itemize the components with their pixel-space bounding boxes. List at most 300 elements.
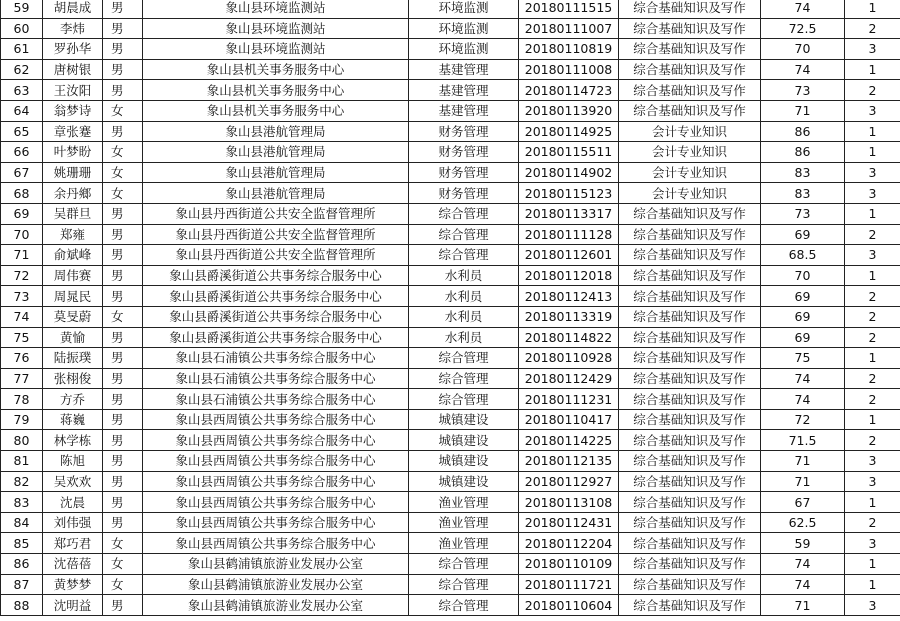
subject-cell: 综合基础知识及写作 xyxy=(619,306,761,327)
position-cell: 财务管理 xyxy=(409,142,519,163)
gender-cell: 男 xyxy=(103,430,143,451)
row-number-cell: 75 xyxy=(1,327,43,348)
exam-number-cell: 20180112018 xyxy=(519,265,619,286)
rank-cell: 1 xyxy=(845,203,900,224)
rank-cell: 2 xyxy=(845,286,900,307)
score-cell: 68.5 xyxy=(761,245,845,266)
subject-cell: 综合基础知识及写作 xyxy=(619,554,761,575)
gender-cell: 男 xyxy=(103,18,143,39)
table-row xyxy=(1,80,900,101)
name-cell: 黄梦梦 xyxy=(43,574,103,595)
table-row xyxy=(1,327,900,348)
name-cell: 李炜 xyxy=(43,18,103,39)
exam-number-cell: 20180111721 xyxy=(519,574,619,595)
unit-cell: 象山县爵溪街道公共事务综合服务中心 xyxy=(143,265,409,286)
subject-cell: 综合基础知识及写作 xyxy=(619,595,761,616)
exam-number-cell: 20180110819 xyxy=(519,39,619,60)
table-row xyxy=(1,409,900,430)
unit-cell: 象山县石浦镇公共事务综合服务中心 xyxy=(143,348,409,369)
subject-cell: 综合基础知识及写作 xyxy=(619,0,761,18)
rank-cell: 2 xyxy=(845,80,900,101)
row-number-cell: 76 xyxy=(1,348,43,369)
rank-cell: 2 xyxy=(845,368,900,389)
subject-cell: 综合基础知识及写作 xyxy=(619,265,761,286)
name-cell: 吴欢欢 xyxy=(43,471,103,492)
position-cell: 城镇建设 xyxy=(409,451,519,472)
subject-cell: 综合基础知识及写作 xyxy=(619,409,761,430)
rank-cell: 2 xyxy=(845,430,900,451)
subject-cell: 综合基础知识及写作 xyxy=(619,348,761,369)
score-cell: 69 xyxy=(761,286,845,307)
row-number-cell: 60 xyxy=(1,18,43,39)
exam-number-cell: 20180114902 xyxy=(519,162,619,183)
position-cell: 综合管理 xyxy=(409,203,519,224)
name-cell: 章张蹇 xyxy=(43,121,103,142)
table-row xyxy=(1,286,900,307)
rank-cell: 1 xyxy=(845,348,900,369)
score-cell: 74 xyxy=(761,59,845,80)
exam-number-cell: 20180110604 xyxy=(519,595,619,616)
gender-cell: 男 xyxy=(103,59,143,80)
name-cell: 黄愉 xyxy=(43,327,103,348)
exam-number-cell: 20180111515 xyxy=(519,0,619,18)
exam-number-cell: 20180113920 xyxy=(519,100,619,121)
gender-cell: 男 xyxy=(103,409,143,430)
score-cell: 69 xyxy=(761,327,845,348)
row-number-cell: 77 xyxy=(1,368,43,389)
score-cell: 83 xyxy=(761,183,845,204)
exam-number-cell: 20180114925 xyxy=(519,121,619,142)
unit-cell: 象山县环境监测站 xyxy=(143,39,409,60)
table-row xyxy=(1,533,900,554)
table-row xyxy=(1,121,900,142)
subject-cell: 会计专业知识 xyxy=(619,142,761,163)
name-cell: 刘伟强 xyxy=(43,512,103,533)
subject-cell: 会计专业知识 xyxy=(619,162,761,183)
unit-cell: 象山县西周镇公共事务综合服务中心 xyxy=(143,492,409,513)
name-cell: 叶梦盼 xyxy=(43,142,103,163)
unit-cell: 象山县西周镇公共事务综合服务中心 xyxy=(143,512,409,533)
exam-number-cell: 20180114723 xyxy=(519,80,619,101)
unit-cell: 象山县爵溪街道公共事务综合服务中心 xyxy=(143,286,409,307)
gender-cell: 女 xyxy=(103,142,143,163)
name-cell: 余丹鄉 xyxy=(43,183,103,204)
table-row xyxy=(1,348,900,369)
row-number-cell: 63 xyxy=(1,80,43,101)
row-number-cell: 84 xyxy=(1,512,43,533)
gender-cell: 男 xyxy=(103,348,143,369)
score-cell: 67 xyxy=(761,492,845,513)
rank-cell: 1 xyxy=(845,142,900,163)
rank-cell: 3 xyxy=(845,162,900,183)
exam-number-cell: 20180113317 xyxy=(519,203,619,224)
gender-cell: 男 xyxy=(103,265,143,286)
row-number-cell: 67 xyxy=(1,162,43,183)
unit-cell: 象山县鹤浦镇旅游业发展办公室 xyxy=(143,574,409,595)
rank-cell: 2 xyxy=(845,306,900,327)
gender-cell: 男 xyxy=(103,492,143,513)
position-cell: 水利员 xyxy=(409,286,519,307)
row-number-cell: 61 xyxy=(1,39,43,60)
score-cell: 86 xyxy=(761,121,845,142)
unit-cell: 象山县鹤浦镇旅游业发展办公室 xyxy=(143,595,409,616)
row-number-cell: 72 xyxy=(1,265,43,286)
gender-cell: 男 xyxy=(103,368,143,389)
unit-cell: 象山县西周镇公共事务综合服务中心 xyxy=(143,471,409,492)
name-cell: 周晁民 xyxy=(43,286,103,307)
subject-cell: 综合基础知识及写作 xyxy=(619,286,761,307)
rank-cell: 3 xyxy=(845,595,900,616)
unit-cell: 象山县西周镇公共事务综合服务中心 xyxy=(143,451,409,472)
name-cell: 莫旻蔚 xyxy=(43,306,103,327)
unit-cell: 象山县西周镇公共事务综合服务中心 xyxy=(143,409,409,430)
exam-number-cell: 20180114225 xyxy=(519,430,619,451)
score-cell: 72.5 xyxy=(761,18,845,39)
table-row xyxy=(1,0,900,18)
position-cell: 综合管理 xyxy=(409,554,519,575)
row-number-cell: 86 xyxy=(1,554,43,575)
gender-cell: 男 xyxy=(103,512,143,533)
rank-cell: 2 xyxy=(845,327,900,348)
subject-cell: 综合基础知识及写作 xyxy=(619,245,761,266)
score-cell: 69 xyxy=(761,306,845,327)
position-cell: 水利员 xyxy=(409,327,519,348)
rank-cell: 1 xyxy=(845,554,900,575)
table-row xyxy=(1,100,900,121)
position-cell: 城镇建设 xyxy=(409,430,519,451)
position-cell: 城镇建设 xyxy=(409,409,519,430)
gender-cell: 男 xyxy=(103,595,143,616)
name-cell: 沈晨 xyxy=(43,492,103,513)
gender-cell: 男 xyxy=(103,121,143,142)
name-cell: 俞斌峰 xyxy=(43,245,103,266)
rank-cell: 3 xyxy=(845,39,900,60)
position-cell: 综合管理 xyxy=(409,245,519,266)
row-number-cell: 82 xyxy=(1,471,43,492)
rank-cell: 3 xyxy=(845,471,900,492)
table-row xyxy=(1,595,900,616)
name-cell: 陆振璞 xyxy=(43,348,103,369)
row-number-cell: 81 xyxy=(1,451,43,472)
position-cell: 综合管理 xyxy=(409,574,519,595)
subject-cell: 综合基础知识及写作 xyxy=(619,327,761,348)
gender-cell: 女 xyxy=(103,554,143,575)
table-row xyxy=(1,451,900,472)
row-number-cell: 74 xyxy=(1,306,43,327)
position-cell: 综合管理 xyxy=(409,389,519,410)
exam-number-cell: 20180112601 xyxy=(519,245,619,266)
gender-cell: 男 xyxy=(103,80,143,101)
subject-cell: 综合基础知识及写作 xyxy=(619,18,761,39)
row-number-cell: 64 xyxy=(1,100,43,121)
position-cell: 环境监测 xyxy=(409,18,519,39)
rank-cell: 1 xyxy=(845,121,900,142)
row-number-cell: 83 xyxy=(1,492,43,513)
row-number-cell: 69 xyxy=(1,203,43,224)
exam-number-cell: 20180112413 xyxy=(519,286,619,307)
subject-cell: 综合基础知识及写作 xyxy=(619,471,761,492)
exam-number-cell: 20180112431 xyxy=(519,512,619,533)
subject-cell: 综合基础知识及写作 xyxy=(619,39,761,60)
exam-number-cell: 20180110417 xyxy=(519,409,619,430)
position-cell: 基建管理 xyxy=(409,59,519,80)
row-number-cell: 80 xyxy=(1,430,43,451)
position-cell: 渔业管理 xyxy=(409,492,519,513)
subject-cell: 综合基础知识及写作 xyxy=(619,492,761,513)
rank-cell: 1 xyxy=(845,0,900,18)
exam-number-cell: 20180112927 xyxy=(519,471,619,492)
unit-cell: 象山县机关事务服务中心 xyxy=(143,80,409,101)
gender-cell: 女 xyxy=(103,533,143,554)
position-cell: 基建管理 xyxy=(409,80,519,101)
row-number-cell: 85 xyxy=(1,533,43,554)
gender-cell: 男 xyxy=(103,0,143,18)
exam-number-cell: 20180113108 xyxy=(519,492,619,513)
position-cell: 环境监测 xyxy=(409,0,519,18)
rank-cell: 2 xyxy=(845,389,900,410)
position-cell: 综合管理 xyxy=(409,348,519,369)
subject-cell: 综合基础知识及写作 xyxy=(619,59,761,80)
rank-cell: 1 xyxy=(845,492,900,513)
score-cell: 70 xyxy=(761,39,845,60)
table-row xyxy=(1,368,900,389)
subject-cell: 会计专业知识 xyxy=(619,121,761,142)
score-cell: 69 xyxy=(761,224,845,245)
subject-cell: 综合基础知识及写作 xyxy=(619,80,761,101)
gender-cell: 男 xyxy=(103,245,143,266)
unit-cell: 象山县港航管理局 xyxy=(143,142,409,163)
table-row xyxy=(1,471,900,492)
name-cell: 唐树银 xyxy=(43,59,103,80)
rank-cell: 1 xyxy=(845,409,900,430)
table-row xyxy=(1,183,900,204)
unit-cell: 象山县石浦镇公共事务综合服务中心 xyxy=(143,389,409,410)
score-cell: 83 xyxy=(761,162,845,183)
unit-cell: 象山县环境监测站 xyxy=(143,18,409,39)
score-cell: 70 xyxy=(761,265,845,286)
exam-number-cell: 20180115511 xyxy=(519,142,619,163)
exam-number-cell: 20180113319 xyxy=(519,306,619,327)
name-cell: 陈旭 xyxy=(43,451,103,472)
score-cell: 71 xyxy=(761,595,845,616)
score-cell: 74 xyxy=(761,389,845,410)
exam-number-cell: 20180111008 xyxy=(519,59,619,80)
name-cell: 沈明益 xyxy=(43,595,103,616)
exam-number-cell: 20180111007 xyxy=(519,18,619,39)
row-number-cell: 71 xyxy=(1,245,43,266)
score-cell: 74 xyxy=(761,0,845,18)
table-row xyxy=(1,512,900,533)
subject-cell: 综合基础知识及写作 xyxy=(619,574,761,595)
gender-cell: 女 xyxy=(103,306,143,327)
position-cell: 综合管理 xyxy=(409,368,519,389)
rank-cell: 1 xyxy=(845,59,900,80)
table-row xyxy=(1,39,900,60)
name-cell: 张栩俊 xyxy=(43,368,103,389)
gender-cell: 男 xyxy=(103,203,143,224)
rank-cell: 3 xyxy=(845,533,900,554)
table-row xyxy=(1,224,900,245)
row-number-cell: 66 xyxy=(1,142,43,163)
score-cell: 73 xyxy=(761,80,845,101)
gender-cell: 男 xyxy=(103,389,143,410)
name-cell: 罗孙华 xyxy=(43,39,103,60)
row-number-cell: 88 xyxy=(1,595,43,616)
name-cell: 胡晨成 xyxy=(43,0,103,18)
position-cell: 财务管理 xyxy=(409,121,519,142)
subject-cell: 综合基础知识及写作 xyxy=(619,368,761,389)
row-number-cell: 78 xyxy=(1,389,43,410)
gender-cell: 女 xyxy=(103,162,143,183)
name-cell: 郑雍 xyxy=(43,224,103,245)
position-cell: 渔业管理 xyxy=(409,512,519,533)
score-cell: 72 xyxy=(761,409,845,430)
name-cell: 吴群旦 xyxy=(43,203,103,224)
table-row xyxy=(1,306,900,327)
table-body xyxy=(1,0,900,615)
score-cell: 74 xyxy=(761,574,845,595)
row-number-cell: 73 xyxy=(1,286,43,307)
position-cell: 财务管理 xyxy=(409,183,519,204)
row-number-cell: 87 xyxy=(1,574,43,595)
name-cell: 姚珊珊 xyxy=(43,162,103,183)
gender-cell: 男 xyxy=(103,471,143,492)
exam-number-cell: 20180115123 xyxy=(519,183,619,204)
exam-number-cell: 20180110109 xyxy=(519,554,619,575)
name-cell: 沈蓓蓓 xyxy=(43,554,103,575)
score-cell: 71 xyxy=(761,471,845,492)
row-number-cell: 59 xyxy=(1,0,43,18)
exam-number-cell: 20180112135 xyxy=(519,451,619,472)
subject-cell: 综合基础知识及写作 xyxy=(619,203,761,224)
subject-cell: 综合基础知识及写作 xyxy=(619,451,761,472)
unit-cell: 象山县丹西街道公共安全监督管理所 xyxy=(143,224,409,245)
score-cell: 74 xyxy=(761,368,845,389)
subject-cell: 会计专业知识 xyxy=(619,183,761,204)
rank-cell: 2 xyxy=(845,512,900,533)
score-cell: 71.5 xyxy=(761,430,845,451)
unit-cell: 象山县环境监测站 xyxy=(143,0,409,18)
rank-cell: 3 xyxy=(845,245,900,266)
row-number-cell: 65 xyxy=(1,121,43,142)
rank-cell: 3 xyxy=(845,183,900,204)
name-cell: 蒋巍 xyxy=(43,409,103,430)
exam-number-cell: 20180114822 xyxy=(519,327,619,348)
position-cell: 城镇建设 xyxy=(409,471,519,492)
gender-cell: 男 xyxy=(103,451,143,472)
unit-cell: 象山县港航管理局 xyxy=(143,162,409,183)
unit-cell: 象山县西周镇公共事务综合服务中心 xyxy=(143,533,409,554)
unit-cell: 象山县港航管理局 xyxy=(143,183,409,204)
table-row xyxy=(1,59,900,80)
subject-cell: 综合基础知识及写作 xyxy=(619,389,761,410)
exam-number-cell: 20180110928 xyxy=(519,348,619,369)
position-cell: 水利员 xyxy=(409,265,519,286)
gender-cell: 男 xyxy=(103,224,143,245)
row-number-cell: 79 xyxy=(1,409,43,430)
row-number-cell: 70 xyxy=(1,224,43,245)
score-cell: 86 xyxy=(761,142,845,163)
unit-cell: 象山县港航管理局 xyxy=(143,121,409,142)
gender-cell: 男 xyxy=(103,39,143,60)
position-cell: 基建管理 xyxy=(409,100,519,121)
exam-number-cell: 20180111128 xyxy=(519,224,619,245)
table-row xyxy=(1,203,900,224)
score-cell: 74 xyxy=(761,554,845,575)
position-cell: 渔业管理 xyxy=(409,533,519,554)
exam-number-cell: 20180112204 xyxy=(519,533,619,554)
gender-cell: 女 xyxy=(103,574,143,595)
unit-cell: 象山县丹西街道公共安全监督管理所 xyxy=(143,203,409,224)
score-cell: 73 xyxy=(761,203,845,224)
row-number-cell: 68 xyxy=(1,183,43,204)
position-cell: 财务管理 xyxy=(409,162,519,183)
table-row xyxy=(1,389,900,410)
name-cell: 林学栋 xyxy=(43,430,103,451)
subject-cell: 综合基础知识及写作 xyxy=(619,512,761,533)
subject-cell: 综合基础知识及写作 xyxy=(619,533,761,554)
name-cell: 翁梦诗 xyxy=(43,100,103,121)
unit-cell: 象山县机关事务服务中心 xyxy=(143,59,409,80)
rank-cell: 3 xyxy=(845,100,900,121)
score-cell: 75 xyxy=(761,348,845,369)
unit-cell: 象山县机关事务服务中心 xyxy=(143,100,409,121)
position-cell: 综合管理 xyxy=(409,224,519,245)
gender-cell: 女 xyxy=(103,183,143,204)
subject-cell: 综合基础知识及写作 xyxy=(619,224,761,245)
gender-cell: 女 xyxy=(103,100,143,121)
table-row xyxy=(1,18,900,39)
position-cell: 环境监测 xyxy=(409,39,519,60)
table-row xyxy=(1,265,900,286)
rank-cell: 1 xyxy=(845,574,900,595)
unit-cell: 象山县西周镇公共事务综合服务中心 xyxy=(143,430,409,451)
unit-cell: 象山县石浦镇公共事务综合服务中心 xyxy=(143,368,409,389)
table-row xyxy=(1,554,900,575)
unit-cell: 象山县爵溪街道公共事务综合服务中心 xyxy=(143,306,409,327)
table-row xyxy=(1,142,900,163)
rank-cell: 3 xyxy=(845,451,900,472)
gender-cell: 男 xyxy=(103,286,143,307)
gender-cell: 男 xyxy=(103,327,143,348)
rank-cell: 2 xyxy=(845,224,900,245)
unit-cell: 象山县丹西街道公共安全监督管理所 xyxy=(143,245,409,266)
name-cell: 王汝阳 xyxy=(43,80,103,101)
position-cell: 水利员 xyxy=(409,306,519,327)
unit-cell: 象山县爵溪街道公共事务综合服务中心 xyxy=(143,327,409,348)
table-row xyxy=(1,492,900,513)
unit-cell: 象山县鹤浦镇旅游业发展办公室 xyxy=(143,554,409,575)
row-number-cell: 62 xyxy=(1,59,43,80)
name-cell: 方乔 xyxy=(43,389,103,410)
name-cell: 郑巧君 xyxy=(43,533,103,554)
score-cell: 71 xyxy=(761,451,845,472)
score-cell: 71 xyxy=(761,100,845,121)
table-row xyxy=(1,430,900,451)
table-row xyxy=(1,162,900,183)
rank-cell: 2 xyxy=(845,18,900,39)
score-cell: 59 xyxy=(761,533,845,554)
table-row xyxy=(1,245,900,266)
name-cell: 周伟赛 xyxy=(43,265,103,286)
position-cell: 综合管理 xyxy=(409,595,519,616)
exam-number-cell: 20180112429 xyxy=(519,368,619,389)
rank-cell: 1 xyxy=(845,265,900,286)
score-cell: 62.5 xyxy=(761,512,845,533)
subject-cell: 综合基础知识及写作 xyxy=(619,430,761,451)
table-row xyxy=(1,574,900,595)
exam-number-cell: 20180111231 xyxy=(519,389,619,410)
